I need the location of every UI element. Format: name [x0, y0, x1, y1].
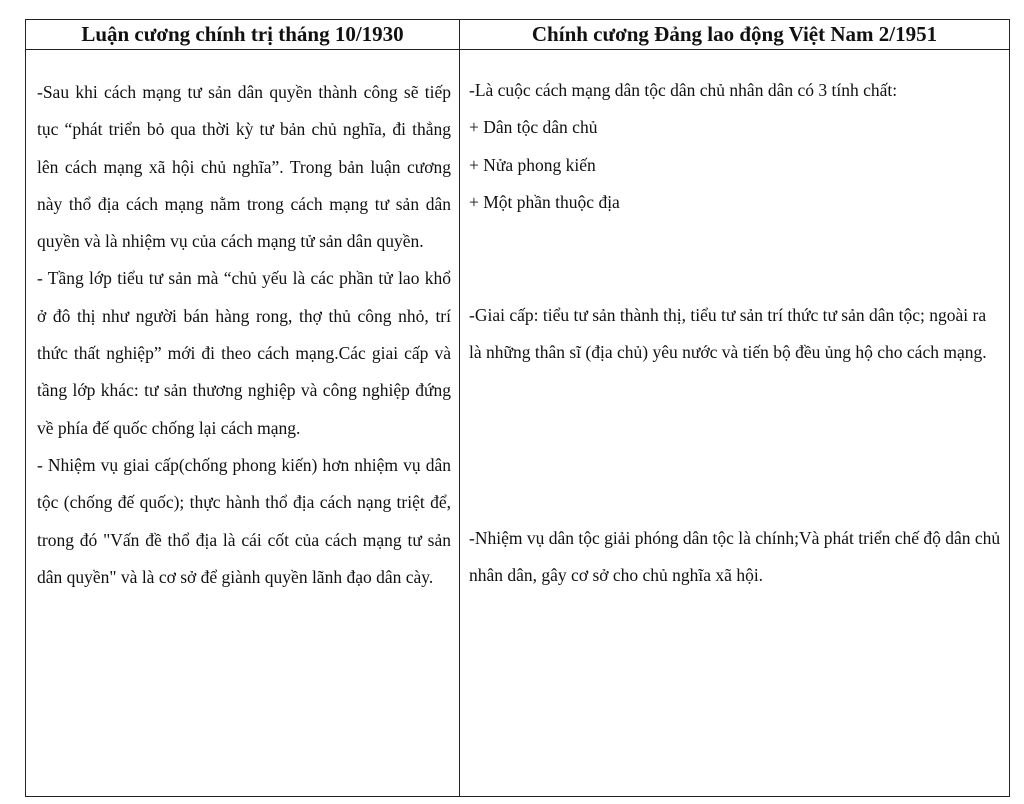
right-paragraph-classes: -Giai cấp: tiểu tư sản thành thị, tiểu tư sản trí thức tư sản dân tộc; ngoài ra là những thân sĩ (địa chủ) yêu nước và tiến bộ đều ủng hộ cho cách mạng.: [469, 305, 987, 363]
right-line-3: + Nửa phong kiến: [469, 154, 596, 175]
column-divider: [459, 20, 460, 796]
right-line-4: + Một phần thuộc địa: [469, 191, 620, 212]
right-paragraph-tasks: -Nhiệm vụ dân tộc giải phóng dân tộc là chính;Và phát triển chế độ dân chủ nhân dân, gây cơ sở cho chủ nghĩa xã hội.: [469, 528, 1001, 586]
right-line-2: + Dân tộc dân chủ: [469, 117, 598, 138]
left-column-cell: [37, 74, 451, 596]
left-paragraph-1: -Sau khi cách mạng tư sản dân quyền thành công sẽ tiếp tục “phát triển bỏ qua thời kỳ tư bản chủ nghĩa, đi thẳng lên cách mạng xã hội chủ nghĩa”. Trong bản luận cương này thổ địa cách mạng nằm trong cách mạng tư sản dân quyền và là nhiệm vụ của cách mạng tử sản dân quyền.: [37, 82, 451, 252]
right-block-tasks: [469, 520, 1003, 595]
left-paragraph-3: - Nhiệm vụ giai cấp(chống phong kiến) hơn nhiệm vụ dân tộc (chống đế quốc); thực hành thổ địa cách nạng triệt để, trong đó "Vấn đề thổ địa là cái cốt của cách mạng tư sản dân quyền" và là cơ sở để giành quyền lãnh đạo dân cày.: [37, 454, 451, 587]
header-right: Chính cương Đảng lao động Việt Nam 2/1951: [531, 22, 938, 46]
right-line-1: -Là cuộc cách mạng dân tộc dân chủ nhân dân có 3 tính chất:: [469, 80, 898, 100]
left-paragraph-2: - Tầng lớp tiểu tư sản mà “chủ yếu là các phần tử lao khổ ở đô thị như người bán hàng rong, thợ thủ công nhỏ, trí thức thất nghiệp” mới đi theo cách mạng.Các giai cấp và tầng lớp khác: tư sản thương nghiệp và công nghiệp đứng về phía đế quốc chống lại cách mạng.: [37, 268, 451, 438]
right-block-classes: [469, 297, 1003, 372]
header-divider: [26, 49, 1009, 50]
right-block-characteristics: [469, 72, 1003, 221]
comparison-table: [25, 19, 1010, 797]
header-left: Luận cương chính trị tháng 10/1930: [81, 22, 404, 46]
